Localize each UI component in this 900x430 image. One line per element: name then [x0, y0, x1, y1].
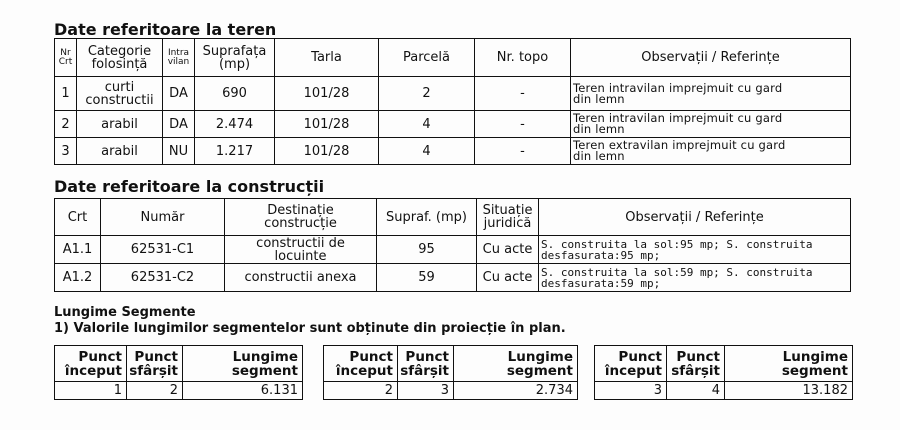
header-observatii: Observații / Referințe — [539, 199, 851, 236]
segmente-title: Lungime Segmente — [54, 305, 196, 320]
table-row — [55, 264, 851, 292]
cell-nr-topo: - — [475, 111, 571, 138]
cell-categorie: curti constructii — [77, 77, 163, 111]
header-lungime: Lungime segment — [183, 346, 303, 382]
teren-title: Date referitoare la teren — [54, 20, 277, 39]
cell-supraf: 59 — [377, 264, 477, 292]
cell-categorie: arabil — [77, 111, 163, 138]
cell-length: 2.734 — [454, 382, 578, 400]
cell-observatii: Teren extravilan imprejmuit cu gard din lemn — [571, 138, 851, 165]
cell-suprafata: 2.474 — [195, 111, 275, 138]
header-punct-inceput: Punct început — [55, 346, 127, 382]
cell-start: 3 — [595, 382, 667, 400]
header-nr-topo: Nr. topo — [475, 39, 571, 77]
header-nr-crt: Nr Crt — [55, 39, 77, 77]
cell-parcela: 4 — [379, 111, 475, 138]
header-crt: Crt — [55, 199, 101, 236]
cell-start: 2 — [324, 382, 398, 400]
cell-situatie: Cu acte — [477, 264, 539, 292]
cell-tarla: 101/28 — [275, 77, 379, 111]
cell-parcela: 2 — [379, 77, 475, 111]
cell-length: 13.182 — [725, 382, 853, 400]
cell-nr: 2 — [55, 111, 77, 138]
segment-table-1 — [54, 345, 303, 400]
cell-situatie: Cu acte — [477, 236, 539, 264]
cell-destinatie: constructii anexa — [225, 264, 377, 292]
header-tarla: Tarla — [275, 39, 379, 77]
cell-nr: 3 — [55, 138, 77, 165]
cell-crt: A1.2 — [55, 264, 101, 292]
cell-end: 3 — [398, 382, 454, 400]
cell-observatii: S. construita la sol:95 mp; S. construita desfasurata:95 mp; — [539, 236, 851, 264]
header-lungime: Lungime segment — [725, 346, 853, 382]
cell-crt: A1.1 — [55, 236, 101, 264]
cell-end: 2 — [127, 382, 183, 400]
cell-numar: 62531-C1 — [101, 236, 225, 264]
table-row — [55, 382, 303, 400]
cell-intravilan: DA — [163, 111, 195, 138]
header-numar: Număr — [101, 199, 225, 236]
header-punct-inceput: Punct început — [595, 346, 667, 382]
header-supraf: Supraf. (mp) — [377, 199, 477, 236]
table-row — [324, 382, 578, 400]
teren-table — [54, 38, 851, 165]
cell-observatii: S. construita la sol:59 mp; S. construita desfasurata:59 mp; — [539, 264, 851, 292]
cell-nr: 1 — [55, 77, 77, 111]
cell-end: 4 — [667, 382, 725, 400]
header-suprafata: Suprafața (mp) — [195, 39, 275, 77]
header-punct-sfarsit: Punct sfârșit — [127, 346, 183, 382]
cell-intravilan: DA — [163, 77, 195, 111]
segment-table-3 — [594, 345, 853, 400]
header-punct-sfarsit: Punct sfârșit — [398, 346, 454, 382]
cell-tarla: 101/28 — [275, 111, 379, 138]
header-categorie: Categorie folosință — [77, 39, 163, 77]
segmente-note: 1) Valorile lungimilor segmentelor sunt obținute din proiecție în plan. — [54, 321, 566, 336]
table-row — [55, 111, 851, 138]
header-observatii: Observații / Referințe — [571, 39, 851, 77]
constructii-title: Date referitoare la construcții — [54, 177, 325, 196]
table-row — [55, 236, 851, 264]
cell-suprafata: 1.217 — [195, 138, 275, 165]
table-row — [595, 382, 853, 400]
cell-suprafata: 690 — [195, 77, 275, 111]
header-parcela: Parcelă — [379, 39, 475, 77]
constructii-table — [54, 198, 851, 292]
cell-nr-topo: - — [475, 77, 571, 111]
cell-destinatie: constructii de locuinte — [225, 236, 377, 264]
cell-observatii: Teren intravilan imprejmuit cu gard din lemn — [571, 77, 851, 111]
header-intravilan: Intra vilan — [163, 39, 195, 77]
header-punct-sfarsit: Punct sfârșit — [667, 346, 725, 382]
cell-nr-topo: - — [475, 138, 571, 165]
cell-categorie: arabil — [77, 138, 163, 165]
cell-start: 1 — [55, 382, 127, 400]
header-destinatie: Destinație construcție — [225, 199, 377, 236]
cell-supraf: 95 — [377, 236, 477, 264]
cell-numar: 62531-C2 — [101, 264, 225, 292]
cell-observatii: Teren intravilan imprejmuit cu gard din lemn — [571, 111, 851, 138]
segment-table-2 — [323, 345, 578, 400]
table-row — [55, 138, 851, 165]
cell-tarla: 101/28 — [275, 138, 379, 165]
cell-intravilan: NU — [163, 138, 195, 165]
cell-length: 6.131 — [183, 382, 303, 400]
cell-parcela: 4 — [379, 138, 475, 165]
header-punct-inceput: Punct început — [324, 346, 398, 382]
header-lungime: Lungime segment — [454, 346, 578, 382]
table-row — [55, 77, 851, 111]
header-situatie: Situație juridică — [477, 199, 539, 236]
